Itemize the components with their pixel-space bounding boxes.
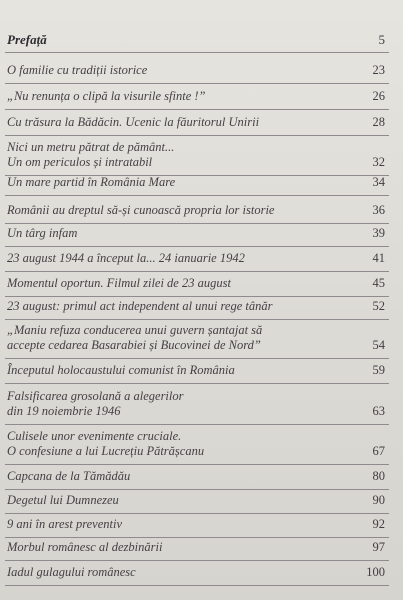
toc-entry [0, 539, 403, 561]
toc-divider [5, 246, 389, 247]
toc-entry-title [7, 226, 343, 241]
toc-entry-title-line: Un om periculos și intratabil [7, 155, 153, 169]
toc-page-number: 28 [372, 115, 385, 129]
toc-divider [5, 296, 389, 297]
toc-page-number: 100 [366, 565, 385, 579]
toc-entry-title-line: O confesiune a lui Lucrețiu Pătrășcanu [7, 444, 205, 458]
toc-entry [0, 202, 403, 224]
toc-page-number: 23 [372, 63, 385, 77]
toc-divider [5, 319, 389, 320]
toc-entry-title [7, 140, 343, 170]
toc-entry [0, 275, 403, 297]
toc-entry-title [7, 565, 343, 580]
toc-entry [0, 138, 403, 176]
toc-entry-title-line: 9 ani în arest preventiv [7, 517, 123, 531]
toc-entry-title [7, 493, 343, 508]
toc-entry-title [7, 63, 343, 78]
toc-entry-title [7, 115, 343, 130]
toc-entry [0, 516, 403, 538]
toc-divider [5, 271, 389, 272]
toc-entry [0, 225, 403, 247]
toc-entry-title [7, 175, 343, 190]
toc-page-number: 36 [372, 203, 385, 217]
toc-divider [5, 83, 389, 84]
toc-entry-title-line: „Nu renunța o clipă la visurile sfinte !” [7, 89, 206, 103]
toc-entry-title [7, 276, 343, 291]
toc-entry-title-line: Capcana de la Tămădău [7, 469, 131, 483]
toc-entry-title-line: Cu trăsura la Bădăcin. Ucenic la făuritorul Unirii [7, 115, 260, 129]
toc-divider [5, 195, 389, 196]
toc-entry-title [7, 32, 343, 47]
toc-page-number: 67 [372, 444, 385, 458]
toc-entry-title-line: Un mare partid în România Mare [7, 175, 176, 189]
toc-page-number: 52 [372, 299, 385, 313]
toc-entry-title [7, 517, 343, 532]
toc-entry-title-line: Un târg infam [7, 226, 78, 240]
toc-entry-title-line: 23 august 1944 a început la... 24 ianuarie 1942 [7, 251, 245, 265]
toc-entry-title [7, 389, 343, 419]
toc-entry-title [7, 203, 343, 218]
toc-entry-title [7, 469, 343, 484]
toc-divider [5, 109, 389, 110]
toc-divider [5, 424, 389, 425]
toc-entry-title-line: din 19 noiembrie 1946 [7, 404, 121, 418]
toc-page-number: 45 [372, 276, 385, 290]
toc-entry-title-line: Morbul românesc al dezbinării [7, 540, 163, 554]
toc-entry-title-line: Culisele unor evenimente cruciale. [7, 429, 182, 443]
toc-entry [0, 362, 403, 384]
toc-page-number: 26 [372, 89, 385, 103]
toc-entry [0, 298, 403, 320]
toc-entry-title-line: Nici un metru pătrat de pământ... [7, 140, 175, 154]
toc-page-number: 80 [372, 469, 385, 483]
toc-entry [0, 174, 403, 196]
toc-entry [0, 492, 403, 514]
toc-divider [5, 537, 389, 538]
toc-divider [5, 223, 389, 224]
toc-entry-title-line: Falsificarea grosolană a alegerilor [7, 389, 184, 403]
toc-page-number: 54 [372, 338, 385, 352]
toc-entry-title [7, 323, 343, 353]
toc-entry-title-line: O familie cu tradiții istorice [7, 63, 148, 77]
toc-entry-title [7, 89, 343, 104]
toc-entry [0, 88, 403, 110]
toc-entry [0, 564, 403, 586]
toc-entry-title-line: „Maniu refuza conducerea unui guvern șantajat să [7, 323, 263, 337]
toc-page-number: 39 [372, 226, 385, 240]
toc-entry [0, 427, 403, 465]
toc-entry-title-line: Românii au dreptul să-și cunoască propria lor istorie [7, 203, 275, 217]
toc-page-number: 92 [372, 517, 385, 531]
toc-page-number: 59 [372, 363, 385, 377]
toc-entry [0, 387, 403, 425]
toc-page-number: 63 [372, 404, 385, 418]
toc-page-number: 5 [378, 32, 385, 47]
toc-entry-title [7, 251, 343, 266]
toc-entry-title [7, 429, 343, 459]
toc-divider [5, 135, 389, 136]
toc-divider [5, 52, 389, 53]
toc-entry-title-line: accepte cedarea Basarabiei și Bucovinei de Nord” [7, 338, 261, 352]
toc-entry-title-line: Începutul holocaustului comunist în România [7, 363, 235, 377]
toc-page-number: 90 [372, 493, 385, 507]
toc-entry-title [7, 299, 343, 314]
toc-page-number: 32 [372, 155, 385, 169]
toc-entry [0, 321, 403, 359]
toc-entry-title [7, 540, 343, 555]
toc-page-number: 34 [372, 175, 385, 189]
toc-page-number: 41 [372, 251, 385, 265]
toc-divider [5, 560, 389, 561]
toc-divider [5, 585, 389, 586]
toc-heading [0, 31, 403, 53]
toc-entry [0, 468, 403, 490]
toc-page-number: 97 [372, 540, 385, 554]
toc-entry [0, 114, 403, 136]
toc-entry-title-line: Prefață [7, 32, 47, 47]
toc-entry [0, 62, 403, 84]
toc-divider [5, 358, 389, 359]
toc-divider [5, 513, 389, 514]
toc-divider [5, 464, 389, 465]
toc-entry-title [7, 363, 343, 378]
toc-entry [0, 250, 403, 272]
toc-entry-title-line: Iadul gulagului românesc [7, 565, 136, 579]
toc-entry-title-line: Degetul lui Dumnezeu [7, 493, 119, 507]
toc-divider [5, 489, 389, 490]
toc-entry-title-line: 23 august: primul act independent al unui rege tânăr [7, 299, 273, 313]
toc-divider [5, 383, 389, 384]
toc-entry-title-line: Momentul oportun. Filmul zilei de 23 august [7, 276, 231, 290]
